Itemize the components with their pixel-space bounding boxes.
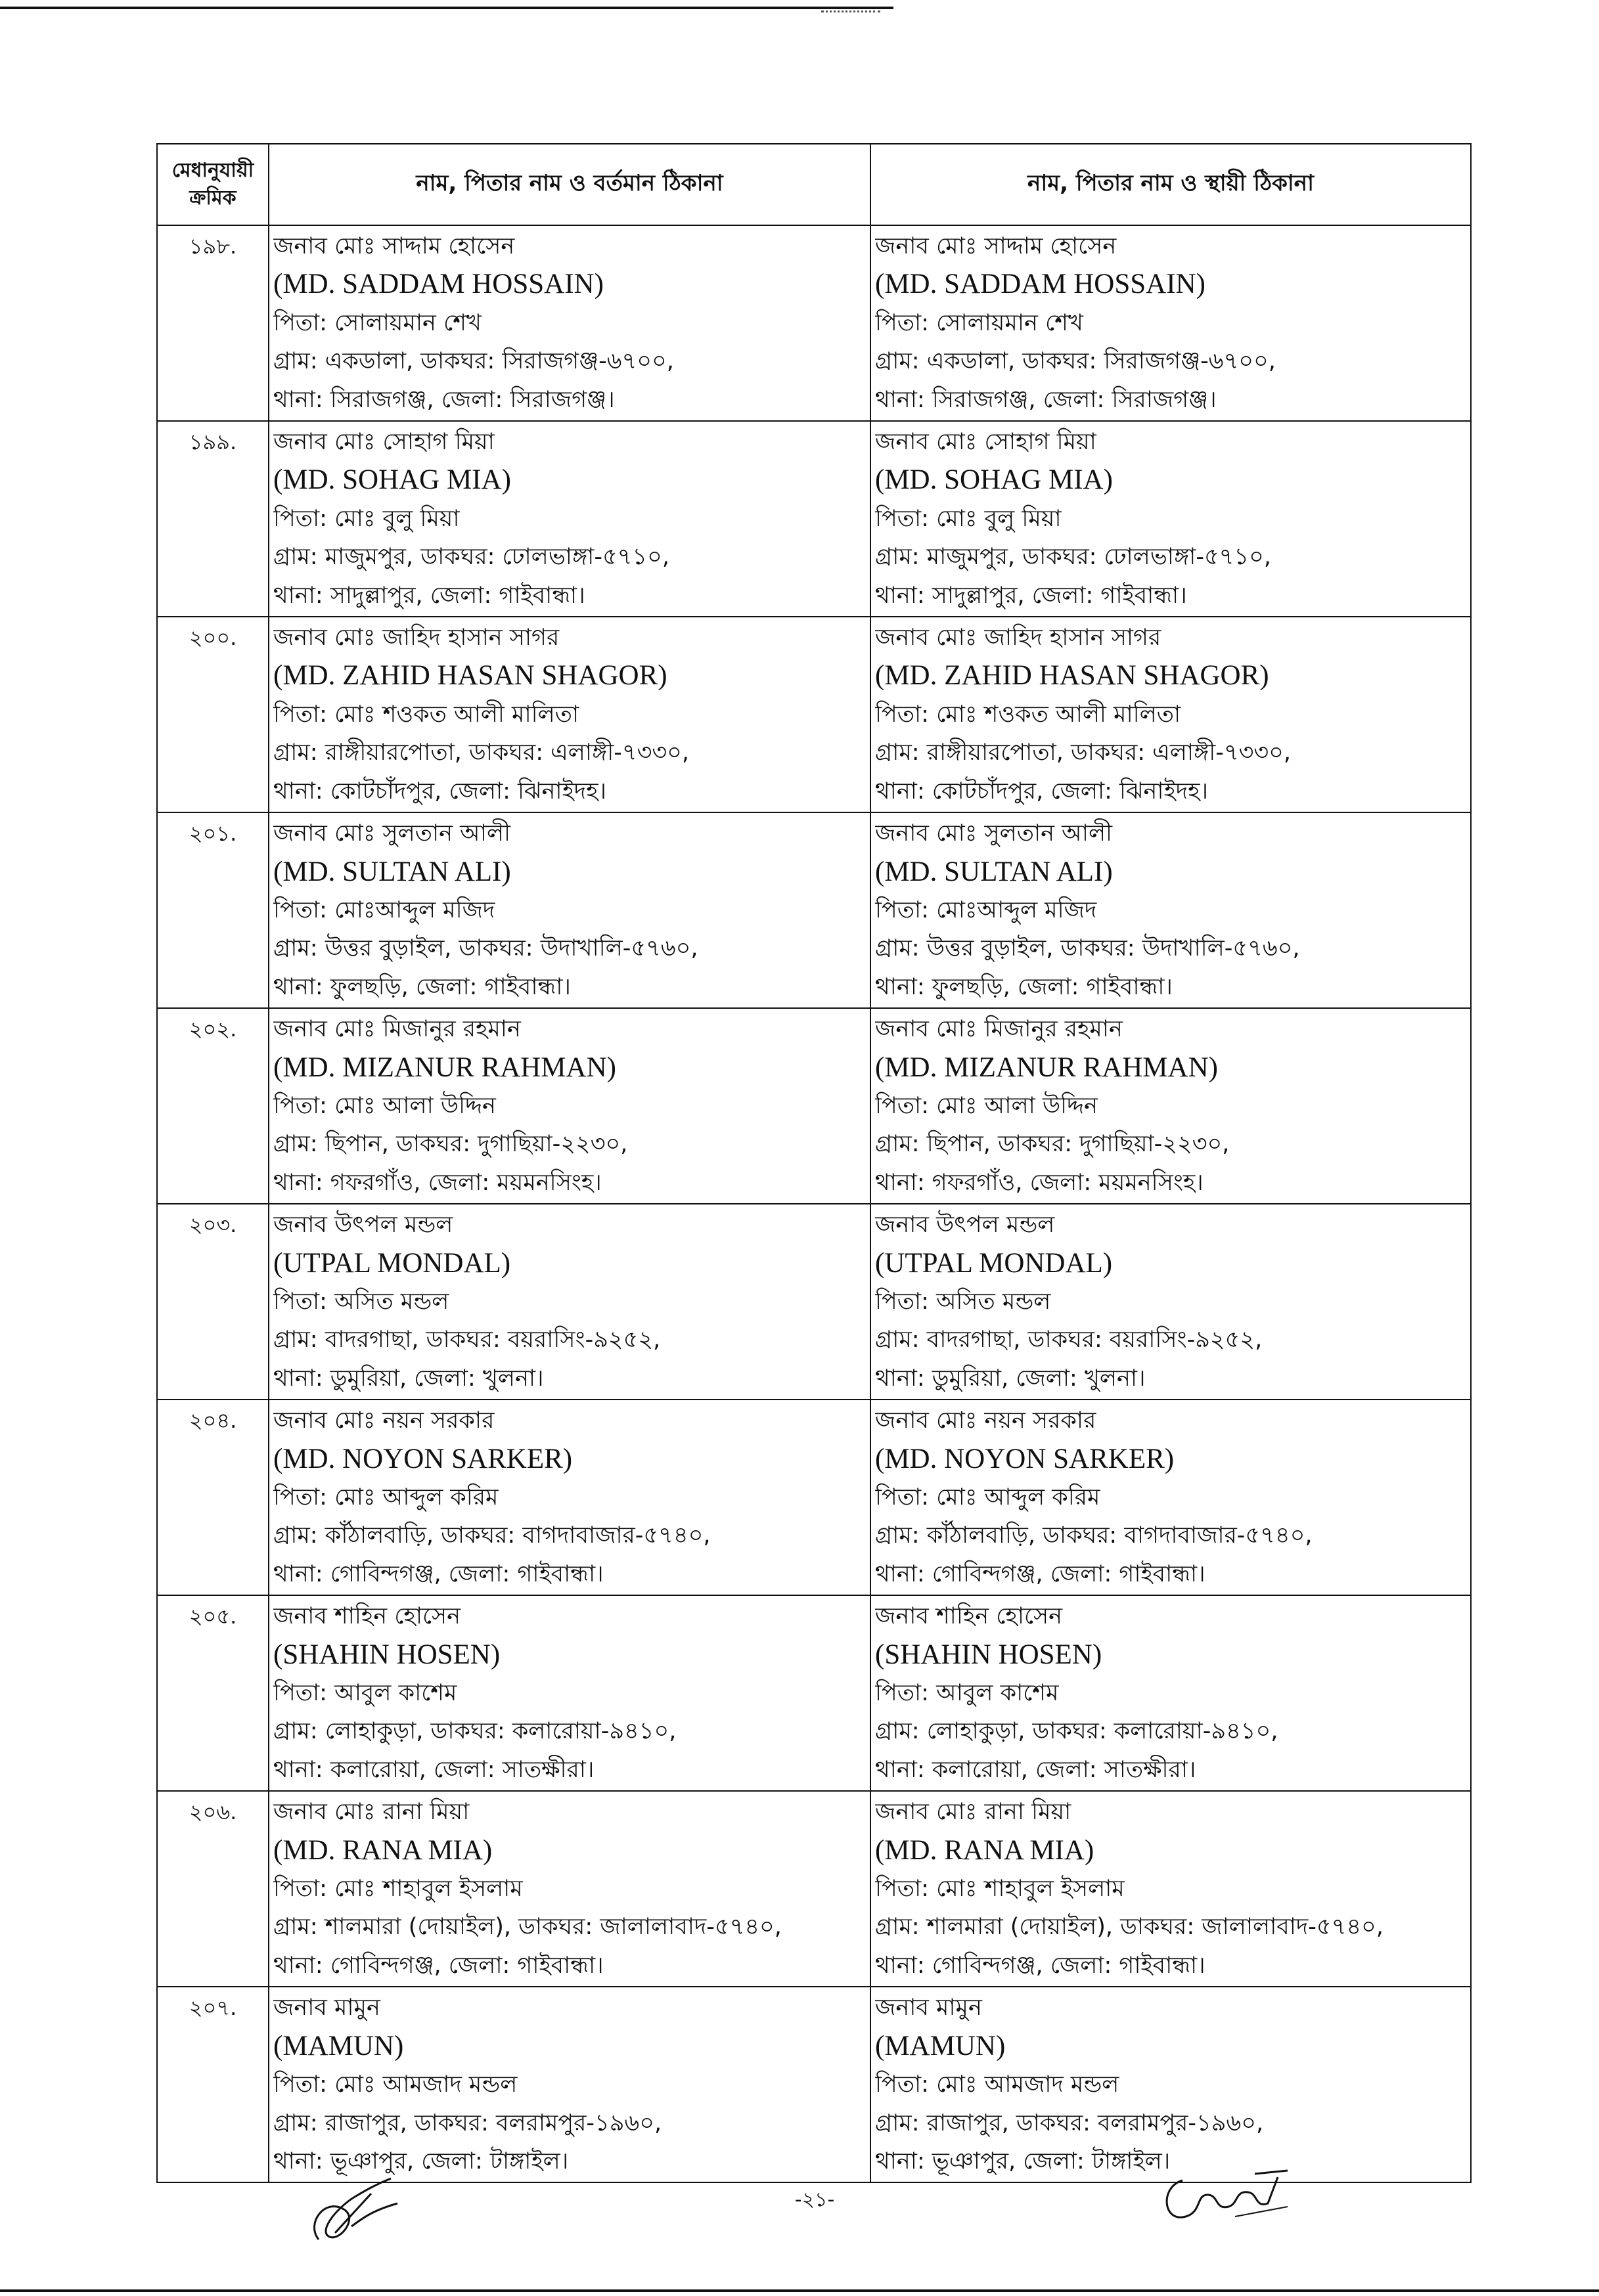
candidate-table	[156, 143, 1472, 2183]
header-permanent-address: নাম, পিতার নাম ও স্থায়ী ঠিকানা	[870, 144, 1471, 225]
thana-district: থানা: সিরাজগঞ্জ, জেলা: সিরাজগঞ্জ।	[273, 386, 615, 413]
thana-district: থানা: ফুলছড়ি, জেলা: গাইবান্ধা।	[273, 973, 571, 1000]
name-en: (MD. NOYON SARKER)	[273, 1443, 573, 1474]
village-post: গ্রাম: ছিপান, ডাকঘর: দুগাছিয়া-২২৩০,	[273, 1131, 628, 1158]
serial-number: ২০২.	[157, 1008, 269, 1204]
father-name: পিতা: মোঃ বুলু মিয়া	[875, 505, 1062, 532]
name-en: (MD. MIZANUR RAHMAN)	[875, 1051, 1218, 1083]
village-post: গ্রাম: লোহাকুড়া, ডাকঘর: কলারোয়া-৯৪১০,	[875, 1718, 1278, 1745]
present-address-cell	[269, 1595, 870, 1791]
name-bn: জনাব মোঃ নয়ন সরকার	[875, 1407, 1096, 1434]
village-post: গ্রাম: কাঁঠালবাড়ি, ডাকঘর: বাগদাবাজার-৫৭৪০,	[875, 1522, 1313, 1549]
top-rule	[0, 7, 893, 9]
permanent-address-cell	[870, 1204, 1471, 1400]
thana-district: থানা: কোটচাঁদপুর, জেলা: ঝিনাইদহ।	[273, 778, 607, 805]
table-row	[157, 1595, 1471, 1791]
table-row	[157, 421, 1471, 617]
table-row	[157, 812, 1471, 1008]
thana-district: থানা: কলারোয়া, জেলা: সাতক্ষীরা।	[273, 1756, 595, 1783]
father-name: পিতা: মোঃ আমজাদ মন্ডল	[273, 2071, 518, 2098]
village-post: গ্রাম: একডালা, ডাকঘর: সিরাজগঞ্জ-৬৭০০,	[273, 348, 674, 375]
thana-district: থানা: গোবিন্দগঞ্জ, জেলা: গাইবান্ধা।	[875, 1952, 1205, 1979]
village-post: গ্রাম: রাঙ্গীয়ারপোতা, ডাকঘর: এলাঙ্গী-৭৩৩০,	[273, 740, 690, 766]
serial-number: ২০৪.	[157, 1400, 269, 1595]
name-bn: জনাব মোঃ সুলতান আলী	[875, 820, 1113, 847]
father-name: পিতা: মোঃ শওকত আলী মালিতা	[875, 701, 1181, 728]
serial-number: ১৯৮.	[157, 225, 269, 421]
father-name: পিতা: অসিত মন্ডল	[273, 1288, 449, 1315]
name-bn: জনাব মোঃ সাদ্দাম হোসেন	[875, 233, 1117, 259]
name-en: (MD. SOHAG MIA)	[273, 464, 511, 496]
thana-district: থানা: কলারোয়া, জেলা: সাতক্ষীরা।	[875, 1756, 1196, 1783]
table-row	[157, 1008, 1471, 1204]
name-bn: জনাব মোঃ রানা মিয়া	[875, 1799, 1071, 1826]
name-en: (MD. MIZANUR RAHMAN)	[273, 1051, 616, 1083]
table-row	[157, 225, 1471, 421]
thana-district: থানা: সিরাজগঞ্জ, জেলা: সিরাজগঞ্জ।	[875, 386, 1217, 413]
thana-district: থানা: ডুমুরিয়া, জেলা: খুলনা।	[273, 1365, 544, 1392]
table-row	[157, 1400, 1471, 1595]
page-number: -২১-	[794, 2188, 835, 2211]
permanent-address-cell	[870, 1595, 1471, 1791]
thana-district: থানা: গোবিন্দগঞ্জ, জেলা: গাইবান্ধা।	[273, 1952, 604, 1979]
name-en: (UTPAL MONDAL)	[273, 1247, 511, 1279]
village-post: গ্রাম: বাদরগাছা, ডাকঘর: বয়রাসিং-৯২৫২,	[875, 1327, 1263, 1354]
name-bn: জনাব মোঃ মিজানুর রহমান	[273, 1016, 521, 1043]
name-en: (MAMUN)	[875, 2030, 1006, 2062]
village-post: গ্রাম: কাঁঠালবাড়ি, ডাকঘর: বাগদাবাজার-৫৭৪০,	[273, 1522, 711, 1549]
name-en: (UTPAL MONDAL)	[875, 1247, 1113, 1279]
name-en: (SHAHIN HOSEN)	[273, 1639, 501, 1670]
serial-number: ২০৩.	[157, 1204, 269, 1400]
father-name: পিতা: মোঃআব্দুল মজিদ	[875, 896, 1097, 923]
permanent-address-cell	[870, 1400, 1471, 1595]
table-row	[157, 1791, 1471, 1987]
name-en: (MD. RANA MIA)	[875, 1834, 1094, 1866]
father-name: পিতা: সোলায়মান শেখ	[875, 309, 1083, 336]
village-post: গ্রাম: মাজুমপুর, ডাকঘর: ঢোলভাঙ্গা-৫৭১০,	[273, 544, 670, 571]
thana-district: থানা: গোবিন্দগঞ্জ, জেলা: গাইবান্ধা।	[875, 1560, 1205, 1587]
name-bn: জনাব শাহিন হোসেন	[875, 1603, 1063, 1630]
name-bn: জনাব মামুন	[273, 1995, 380, 2021]
signature-right	[1156, 2154, 1307, 2233]
thana-district: থানা: গফরগাঁও, জেলা: ময়মনসিংহ।	[273, 1169, 602, 1196]
father-name: পিতা: মোঃ শাহাবুল ইসলাম	[875, 1876, 1125, 1903]
permanent-address-cell	[870, 1987, 1471, 2182]
serial-number: ২০৫.	[157, 1595, 269, 1791]
serial-number: ১৯৯.	[157, 421, 269, 617]
father-name: পিতা: আবুল কাশেম	[273, 1680, 457, 1707]
name-bn: জনাব মোঃ সুলতান আলী	[273, 820, 511, 847]
village-post: গ্রাম: উত্তর বুড়াইল, ডাকঘর: উদাখালি-৫৭৬০,	[273, 935, 698, 962]
father-name: পিতা: সোলায়মান শেখ	[273, 309, 482, 336]
village-post: গ্রাম: রাজাপুর, ডাকঘর: বলরামপুর-১৯৬০,	[875, 2109, 1264, 2136]
name-bn: জনাব মোঃ জাহিদ হাসান সাগর	[273, 625, 560, 651]
name-bn: জনাব মোঃ রানা মিয়া	[273, 1799, 470, 1826]
thana-district: থানা: ডুমুরিয়া, জেলা: খুলনা।	[875, 1365, 1146, 1392]
present-address-cell	[269, 1204, 870, 1400]
permanent-address-cell	[870, 617, 1471, 812]
name-bn: জনাব মোঃ সাদ্দাম হোসেন	[273, 233, 515, 259]
father-name: পিতা: মোঃ আলা উদ্দিন	[273, 1092, 496, 1119]
present-address-cell	[269, 225, 870, 421]
present-address-cell	[269, 617, 870, 812]
permanent-address-cell	[870, 812, 1471, 1008]
name-bn: জনাব মোঃ সোহাগ মিয়া	[273, 429, 495, 456]
name-bn: জনাব মোঃ সোহাগ মিয়া	[875, 429, 1096, 456]
village-post: গ্রাম: বাদরগাছা, ডাকঘর: বয়রাসিং-৯২৫২,	[273, 1327, 661, 1354]
permanent-address-cell	[870, 225, 1471, 421]
thana-district: থানা: কোটচাঁদপুর, জেলা: ঝিনাইদহ।	[875, 778, 1209, 805]
name-en: (MD. SULTAN ALI)	[273, 856, 511, 887]
village-post: গ্রাম: ছিপান, ডাকঘর: দুগাছিয়া-২২৩০,	[875, 1131, 1230, 1158]
permanent-address-cell	[870, 1008, 1471, 1204]
father-name: পিতা: অসিত মন্ডল	[875, 1288, 1051, 1315]
serial-number: ২০১.	[157, 812, 269, 1008]
present-address-cell	[269, 1987, 870, 2182]
serial-number: ২০০.	[157, 617, 269, 812]
table-row	[157, 1987, 1471, 2182]
present-address-cell	[269, 1008, 870, 1204]
thana-district: থানা: ফুলছড়ি, জেলা: গাইবান্ধা।	[875, 973, 1173, 1000]
serial-number: ২০৭.	[157, 1987, 269, 2182]
name-en: (MD. SULTAN ALI)	[875, 856, 1113, 887]
thana-district: থানা: সাদুল্লাপুর, জেলা: গাইবান্ধা।	[273, 582, 585, 609]
name-bn: জনাব মামুন	[875, 1995, 982, 2021]
village-post: গ্রাম: মাজুমপুর, ডাকঘর: ঢোলভাঙ্গা-৫৭১০,	[875, 544, 1272, 571]
present-address-cell	[269, 1400, 870, 1595]
thana-district: থানা: গোবিন্দগঞ্জ, জেলা: গাইবান্ধা।	[273, 1560, 604, 1587]
father-name: পিতা: মোঃ আব্দুল করিম	[273, 1484, 499, 1511]
village-post: গ্রাম: লোহাকুড়া, ডাকঘর: কলারোয়া-৯৪১০,	[273, 1718, 677, 1745]
name-bn: জনাব উৎপল মন্ডল	[875, 1212, 1055, 1239]
name-en: (MD. RANA MIA)	[273, 1834, 493, 1866]
permanent-address-cell	[870, 421, 1471, 617]
village-post: গ্রাম: রাজাপুর, ডাকঘর: বলরামপুর-১৯৬০,	[273, 2109, 662, 2136]
village-post: গ্রাম: শালমারা (দোয়াইল), ডাকঘর: জালালাবাদ-৫৭৪০,	[875, 1914, 1384, 1941]
father-name: পিতা: মোঃ আব্দুল করিম	[875, 1484, 1100, 1511]
table-row	[157, 617, 1471, 812]
table-header-row	[157, 144, 1471, 225]
present-address-cell	[269, 1791, 870, 1987]
village-post: গ্রাম: রাঙ্গীয়ারপোতা, ডাকঘর: এলাঙ্গী-৭৩৩০,	[875, 740, 1292, 766]
village-post: গ্রাম: একডালা, ডাকঘর: সিরাজগঞ্জ-৬৭০০,	[875, 348, 1276, 375]
village-post: গ্রাম: শালমারা (দোয়াইল), ডাকঘর: জালালাবাদ-৫৭৪০,	[273, 1914, 782, 1941]
signature-left	[299, 2171, 411, 2256]
permanent-address-cell	[870, 1791, 1471, 1987]
father-name: পিতা: মোঃ শওকত আলী মালিতা	[273, 701, 579, 728]
father-name: পিতা: মোঃ বুলু মিয়া	[273, 505, 460, 532]
name-en: (MD. ZAHID HASAN SHAGOR)	[273, 660, 667, 692]
name-bn: জনাব মোঃ মিজানুর রহমান	[875, 1016, 1123, 1043]
thana-district: থানা: গফরগাঁও, জেলা: ময়মনসিংহ।	[875, 1169, 1204, 1196]
table-row	[157, 1204, 1471, 1400]
thana-district: থানা: ভূঞাপুর, জেলা: টাঙ্গাইল।	[875, 2148, 1171, 2175]
name-bn: জনাব উৎপল মন্ডল	[273, 1212, 453, 1239]
name-en: (MD. ZAHID HASAN SHAGOR)	[875, 660, 1269, 692]
father-name: পিতা: আবুল কাশেম	[875, 1680, 1059, 1707]
father-name: পিতা: মোঃ শাহাবুল ইসলাম	[273, 1876, 523, 1903]
name-bn: জনাব শাহিন হোসেন	[273, 1603, 461, 1630]
present-address-cell	[269, 812, 870, 1008]
name-en: (MAMUN)	[273, 2030, 404, 2062]
name-bn: জনাব মোঃ জাহিদ হাসান সাগর	[875, 625, 1161, 651]
serial-number: ২০৬.	[157, 1791, 269, 1987]
name-bn: জনাব মোঃ নয়ন সরকার	[273, 1407, 495, 1434]
father-name: পিতা: মোঃ আলা উদ্দিন	[875, 1092, 1098, 1119]
present-address-cell	[269, 421, 870, 617]
name-en: (MD. SADDAM HOSSAIN)	[273, 269, 604, 300]
name-en: (MD. NOYON SARKER)	[875, 1443, 1175, 1474]
father-name: পিতা: মোঃ আমজাদ মন্ডল	[875, 2071, 1119, 2098]
bottom-rule	[0, 2289, 1599, 2292]
thana-district: থানা: ভূঞাপুর, জেলা: টাঙ্গাইল।	[273, 2148, 569, 2175]
village-post: গ্রাম: উত্তর বুড়াইল, ডাকঘর: উদাখালি-৫৭৬০,	[875, 935, 1300, 962]
header-present-address: নাম, পিতার নাম ও বর্তমান ঠিকানা	[269, 144, 870, 225]
name-en: (MD. SOHAG MIA)	[875, 464, 1113, 496]
thana-district: থানা: সাদুল্লাপুর, জেলা: গাইবান্ধা।	[875, 582, 1187, 609]
name-en: (MD. SADDAM HOSSAIN)	[875, 269, 1205, 300]
header-serial: মেধানুযায়ী ক্রমিক	[157, 144, 269, 225]
name-en: (SHAHIN HOSEN)	[875, 1639, 1102, 1670]
father-name: পিতা: মোঃআব্দুল মজিদ	[273, 896, 495, 923]
